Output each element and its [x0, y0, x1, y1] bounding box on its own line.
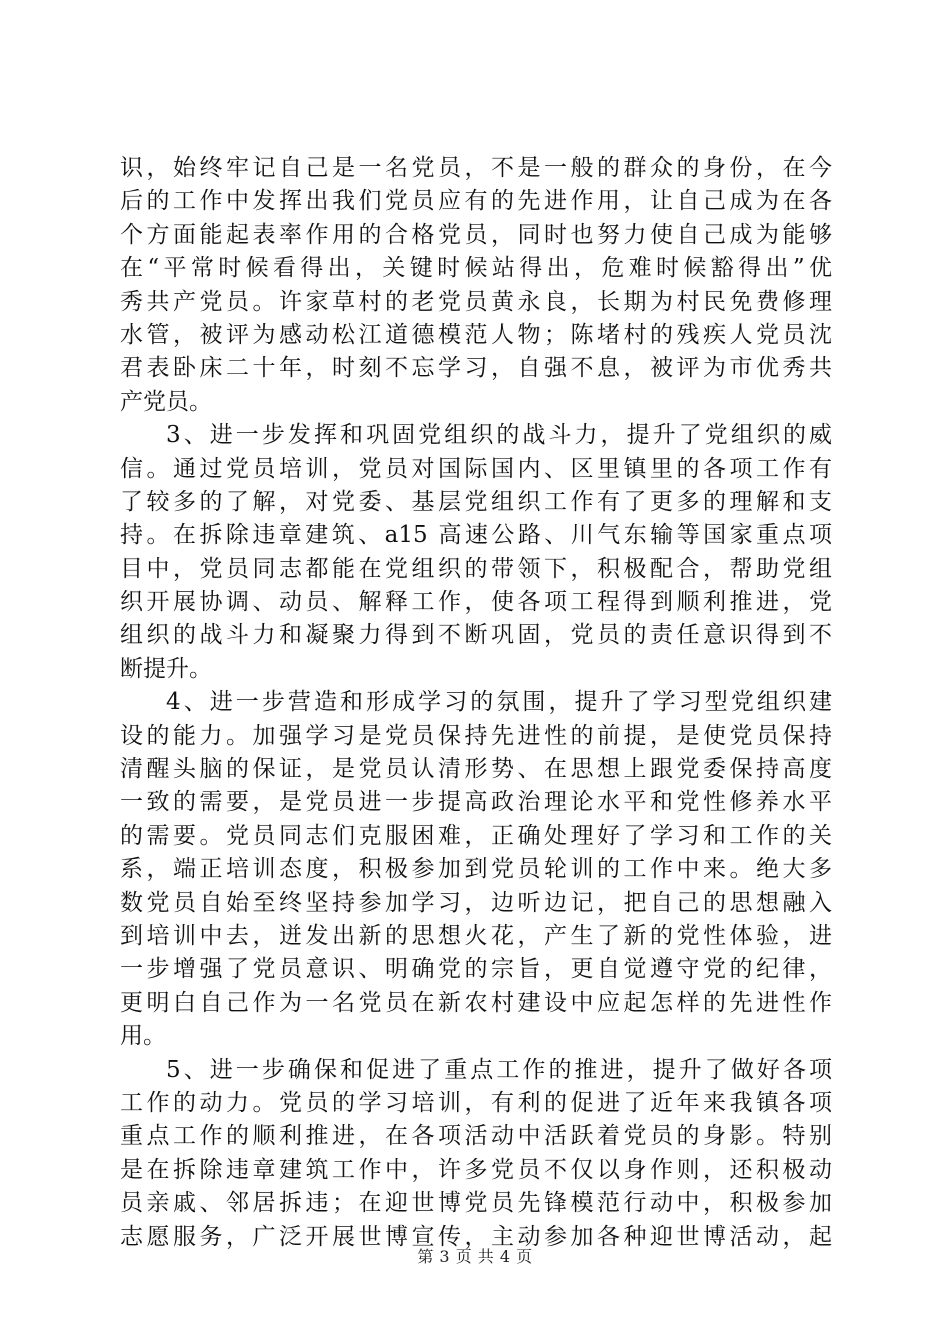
text-line: 用。 [120, 1023, 166, 1050]
text-line: 数党员自始至终坚持参加学习，边听边记，把自己的思想融入 [120, 889, 832, 916]
text-line: 4、进一步营造和形成学习的氛围，提升了学习型党组织建 [166, 689, 832, 716]
text-line: 君表卧床二十年，时刻不忘学习，自强不息，被评为市优秀共 [120, 355, 832, 382]
text-line: 的需要。党员同志们克服困难，正确处理好了学习和工作的关 [120, 822, 832, 849]
text-line: 秀共产党员。许家草村的老党员黄永良，长期为村民免费修理 [120, 288, 832, 315]
text-line: 一致的需要，是党员进一步提高政治理论水平和党性修养水平 [120, 789, 832, 816]
text-line: 3、进一步发挥和巩固党组织的战斗力，提升了党组织的威 [166, 422, 832, 449]
paragraph [120, 1054, 832, 1254]
text-line: 后的工作中发挥出我们党员应有的先进作用，让自己成为在各 [120, 188, 832, 215]
text-line: 员亲戚、邻居拆违；在迎世博党员先锋模范行动中，积极参加 [120, 1190, 832, 1217]
text-line: 系，端正培训态度，积极参加到党员轮训的工作中来。绝大多 [120, 856, 832, 883]
text-line: 志愿服务，广泛开展世博宣传，主动参加各种迎世博活动，起 [120, 1223, 832, 1250]
text-line: 组织的战斗力和凝聚力得到不断巩固，党员的责任意识得到不 [120, 622, 832, 649]
text-line: 5、进一步确保和促进了重点工作的推进，提升了做好各项 [166, 1056, 832, 1083]
text-line: 断提升。 [120, 655, 212, 682]
text-line: 更明白自己作为一名党员在新农村建设中应起怎样的先进性作 [120, 989, 832, 1016]
paragraph [120, 686, 832, 1053]
page-number-footer: 第 3 页 共 4 页 [417, 1247, 533, 1266]
text-line: 工作的动力。党员的学习培训，有利的促进了近年来我镇各项 [120, 1089, 832, 1116]
text-line: 设的能力。加强学习是党员保持先进性的前提，是使党员保持 [120, 722, 832, 749]
text-line: 个方面能起表率作用的合格党员，同时也努力使自己成为能够 [120, 221, 832, 248]
text-line: 水管，被评为感动松江道德模范人物；陈堵村的残疾人党员沈 [120, 321, 832, 348]
text-line: 目中，党员同志都能在党组织的带领下，积极配合，帮助党组 [120, 555, 832, 582]
document-body [120, 152, 832, 1254]
paragraph [120, 152, 832, 419]
text-line: 到培训中去，迸发出新的思想火花，产生了新的党性体验，进 [120, 922, 832, 949]
text-line: 持。在拆除违章建筑、a15 高速公路、川气东输等国家重点项 [120, 522, 832, 549]
text-line: 是在拆除违章建筑工作中，许多党员不仅以身作则，还积极动 [120, 1156, 832, 1183]
text-line: 重点工作的顺利推进，在各项活动中活跃着党员的身影。特别 [120, 1123, 832, 1150]
text-line: 信。通过党员培训，党员对国际国内、区里镇里的各项工作有 [120, 455, 832, 482]
text-line: 清醒头脑的保证，是党员认清形势、在思想上跟党委保持高度 [120, 756, 832, 783]
text-line: 在“平常时候看得出，关键时候站得出，危难时候豁得出”优 [120, 255, 832, 282]
text-line: 了较多的了解，对党委、基层党组织工作有了更多的理解和支 [120, 488, 832, 515]
text-line: 织开展协调、动员、解释工作，使各项工程得到顺利推进，党 [120, 589, 832, 616]
text-line: 产党员。 [120, 388, 212, 415]
paragraph [120, 419, 832, 686]
text-line: 识，始终牢记自己是一名党员，不是一般的群众的身份，在今 [120, 155, 832, 181]
text-line: 一步增强了党员意识、明确党的宗旨，更自觉遵守党的纪律， [120, 956, 832, 983]
